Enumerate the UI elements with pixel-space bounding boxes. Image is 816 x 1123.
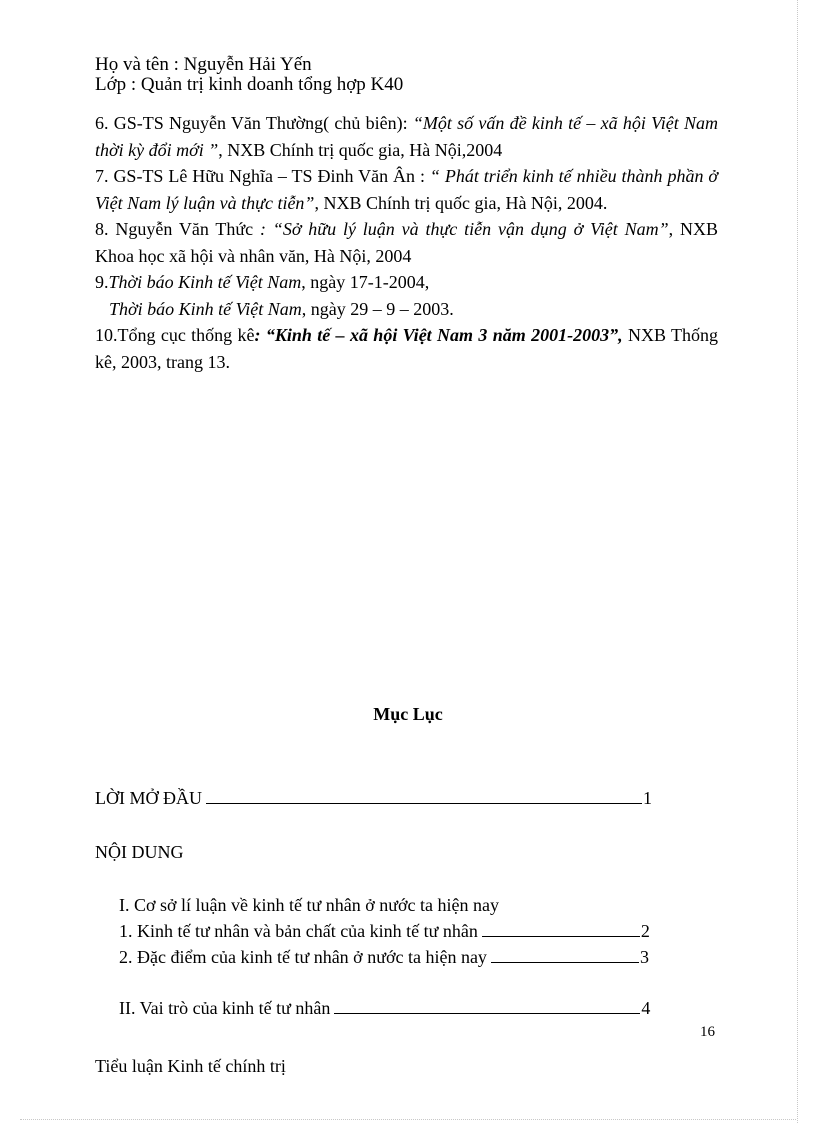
toc-page-number: 2: [640, 921, 650, 941]
toc-entry-label: 2. Đặc điểm của kinh tế tư nhân ở nước ta hiện nay: [119, 947, 487, 967]
reference-item: [95, 216, 718, 269]
toc-entry: [119, 945, 649, 969]
toc-leader-line: [482, 920, 640, 937]
reference-date: , ngày 29 – 9 – 2003.: [301, 298, 454, 319]
page-bottom-border: [20, 1119, 796, 1120]
toc-entry-label: LỜI MỞ ĐẦU: [95, 788, 202, 808]
reference-publisher: , NXB Khoa học xã hội và nhân văn, Hà Nội, 2004: [95, 219, 718, 266]
toc-entry-intro: [95, 786, 652, 810]
reference-list: [95, 110, 718, 375]
toc-section-2: [119, 996, 650, 1020]
class-name: Lớp : Quản trị kinh doanh tổng hợp K40: [95, 74, 404, 95]
toc-entry-label: II. Vai trò của kinh tế tư nhân: [119, 998, 331, 1018]
reference-author: 7. GS-TS Lê Hữu Nghĩa – TS Đinh Văn Ân :: [95, 166, 430, 186]
toc-entry-label: 1. Kinh tế tư nhân và bản chất của kinh tế tư nhân: [119, 921, 478, 941]
reference-title: Thời báo Kinh tế Việt Nam: [108, 272, 302, 292]
reference-title: : “Kinh tế – xã hội Việt Nam 3 năm 2001-2003”,: [254, 325, 623, 345]
reference-item: [95, 110, 718, 163]
reference-date: , ngày 17-1-2004,: [301, 272, 430, 292]
reference-item: [95, 296, 718, 323]
toc-leader-line: [206, 787, 642, 804]
toc-page-number: 3: [639, 947, 649, 967]
page-number: 16: [700, 1024, 715, 1040]
reference-publisher: , NXB Chính trị quốc gia, Hà Nội, 2004.: [314, 192, 608, 213]
toc-page-number: 4: [641, 998, 651, 1018]
reference-title: “ Phát triển kinh tế nhiều thành phần ở Việt Nam lý luận và thực tiễn”: [95, 166, 718, 213]
reference-publisher: NXB Thống kê, 2003, trang 13.: [95, 325, 718, 372]
toc-title: Mục Lục: [373, 704, 443, 724]
toc-section-1: I. Cơ sở lí luận về kinh tế tư nhân ở nước ta hiện nay: [119, 895, 500, 915]
reference-publisher: , NXB Chính trị quốc gia, Hà Nội,2004: [218, 139, 503, 160]
toc-page-number: 1: [643, 788, 652, 808]
toc-leader-line: [334, 997, 640, 1014]
toc-entry: [119, 919, 650, 943]
reference-author: 8. Nguyễn Văn Thức: [95, 219, 260, 239]
reference-title: Thời báo Kinh tế Việt Nam: [109, 298, 302, 319]
reference-author: 6. GS-TS Nguyễn Văn Thường( chủ biên):: [95, 113, 413, 133]
reference-author: 10.Tổng cục thống kê: [95, 325, 255, 345]
toc-leader-line: [491, 946, 639, 963]
reference-number: 9.: [95, 272, 109, 292]
page-footer: Tiểu luận Kinh tế chính trị: [95, 1056, 286, 1076]
page-right-border: [797, 0, 798, 1123]
reference-title: “Một số vấn đề kinh tế – xã hội Việt Nam thời kỳ đổi mới ”: [95, 113, 718, 160]
reference-title: : “Sở hữu lý luận và thực tiễn vận dụng ở Việt Nam”: [259, 219, 669, 239]
toc-body-heading: NỘI DUNG: [95, 842, 184, 862]
reference-item: [95, 322, 718, 375]
reference-item: [95, 163, 718, 216]
author-name: Họ và tên : Nguyễn Hải Yến: [95, 54, 312, 75]
reference-item: [95, 269, 718, 296]
